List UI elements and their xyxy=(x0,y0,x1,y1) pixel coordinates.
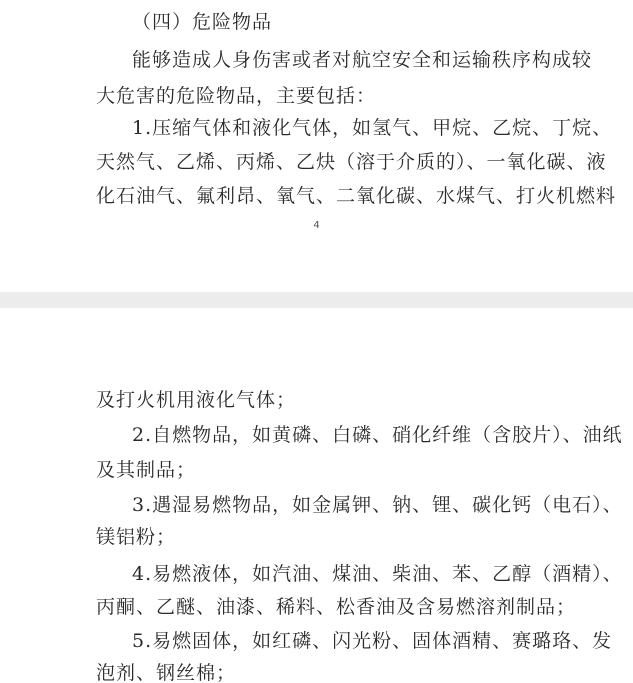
list-item-line: 3.遇湿易燃物品，如金属钾、钠、锂、碳化钙（电石）、 xyxy=(132,494,623,516)
list-item-line: 泡剂、钢丝棉； xyxy=(96,662,237,683)
list-item-line: 1.压缩气体和液化气体，如氢气、甲烷、乙烷、丁烷、 xyxy=(132,117,613,139)
list-item-line: 5.易燃固体，如红磷、闪光粉、固体酒精、赛璐珞、发 xyxy=(132,630,613,652)
page-separator xyxy=(0,292,633,308)
list-item-line: 4.易燃液体，如汽油、煤油、柴油、苯、乙醇（酒精）、 xyxy=(132,563,623,585)
list-item-line: 及其制品； xyxy=(96,459,197,481)
page-number: 4 xyxy=(313,220,320,231)
list-item-line: 天然气、乙烯、丙烯、乙炔（溶于介质的）、一氧化碳、液 xyxy=(96,151,607,173)
paragraph-line: 大危害的危险物品，主要包括： xyxy=(96,85,377,107)
list-item-line: 化石油气、氟利昂、氧气、二氧化碳、水煤气、打火机燃料 xyxy=(96,185,617,207)
document-page-1 xyxy=(0,0,633,292)
list-item-line: 及打火机用液化气体； xyxy=(96,389,297,411)
list-item-line: 2.自燃物品，如黄磷、白磷、硝化纤维（含胶片）、油纸 xyxy=(132,424,623,446)
list-item-line: 丙酮、乙醚、油漆、稀料、松香油及含易燃溶剂制品； xyxy=(96,596,577,618)
list-item-line: 镁铝粉； xyxy=(96,526,177,548)
section-heading: （四）危险物品 xyxy=(132,11,273,33)
paragraph-line: 能够造成人身伤害或者对航空安全和运输秩序构成较 xyxy=(132,49,593,71)
document-page-2 xyxy=(0,308,633,683)
